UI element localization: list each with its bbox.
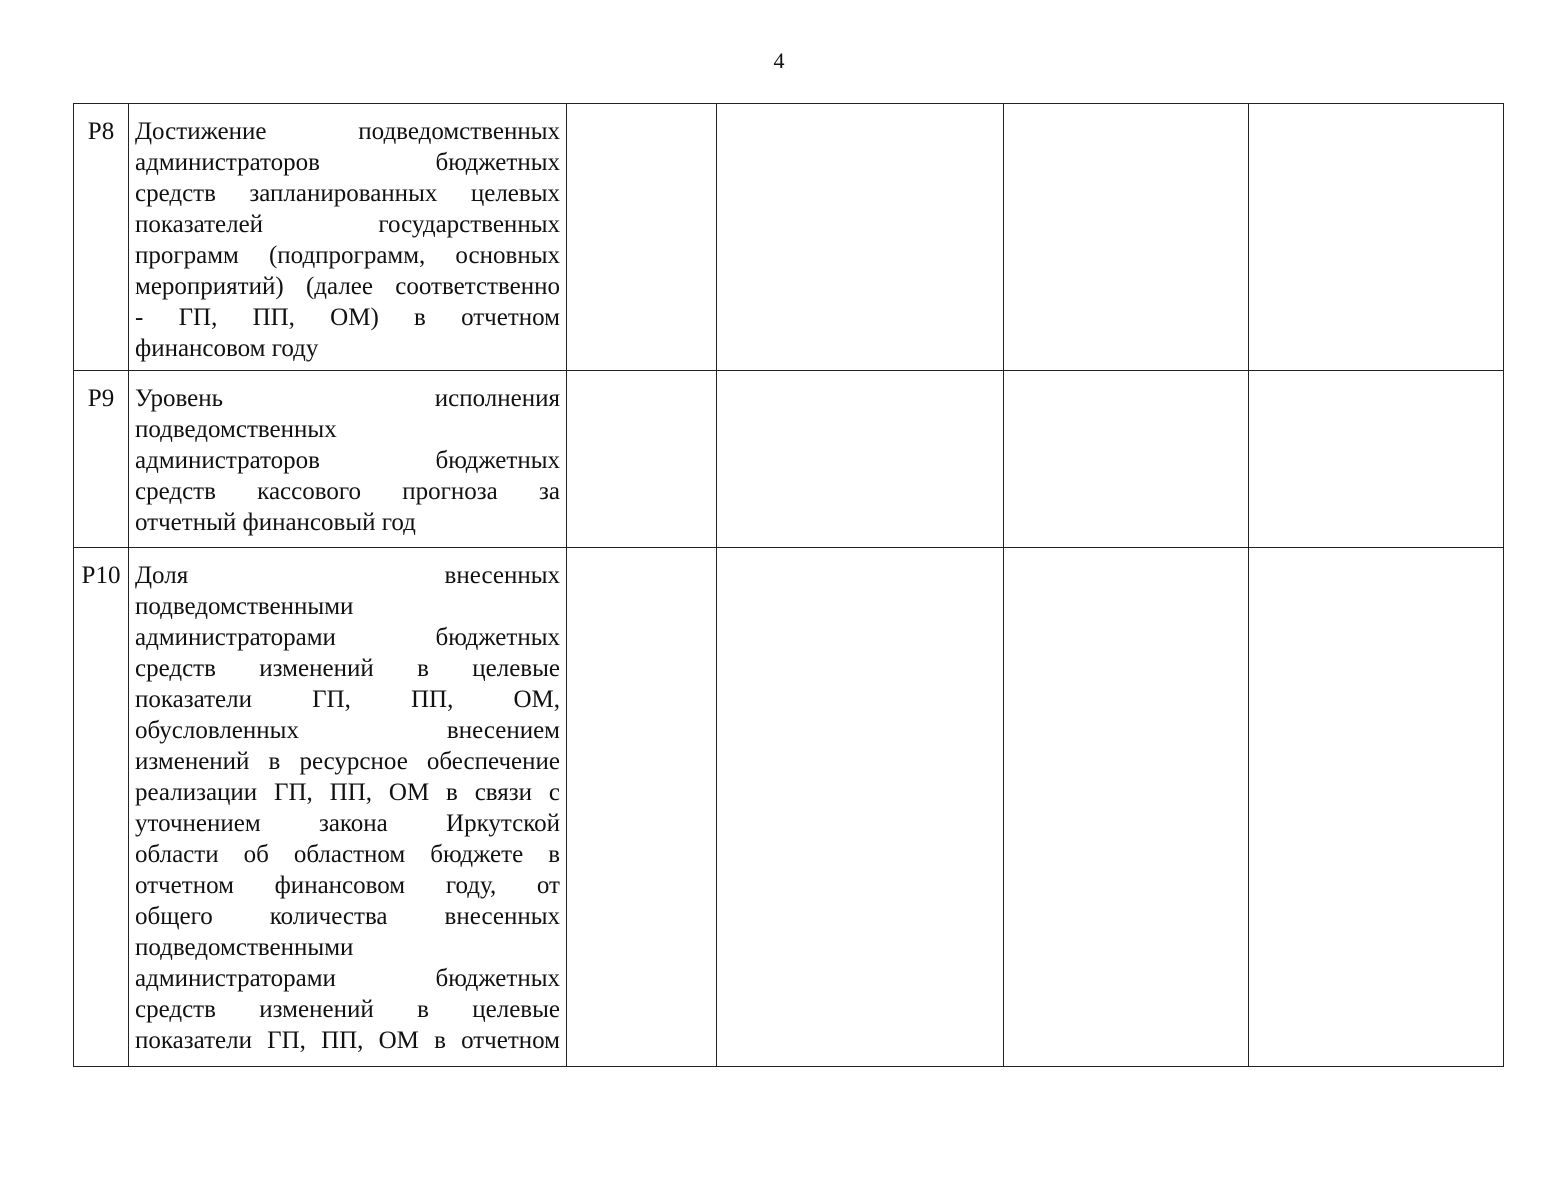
description-line: финансовом году xyxy=(135,335,319,362)
description-line: администраторов бюджетных xyxy=(135,149,560,176)
description-line: администраторами бюджетных xyxy=(135,965,560,992)
empty-cell xyxy=(1249,371,1504,548)
description-line: программ (подпрограмм, основных xyxy=(135,242,560,269)
description-line: области об областном бюджете в xyxy=(135,841,560,868)
empty-cell xyxy=(1004,104,1249,371)
description-line: обусловленных внесением xyxy=(135,717,560,744)
description-line: администраторов бюджетных xyxy=(135,447,560,474)
description-line: изменений в ресурсное обеспечение xyxy=(135,748,560,775)
description-line: подведомственными xyxy=(135,934,354,961)
empty-cell xyxy=(1004,548,1249,1067)
row-code: Р9 xyxy=(74,371,129,548)
empty-cell xyxy=(567,371,717,548)
description-line: отчетном финансовом году, от xyxy=(135,872,560,899)
empty-cell xyxy=(1004,371,1249,548)
description-line: Доля внесенных xyxy=(135,562,560,589)
page-number: 4 xyxy=(773,48,785,73)
description-line: средств изменений в целевые xyxy=(135,996,560,1023)
row-code: Р8 xyxy=(74,104,129,371)
description-line: показателей государственных xyxy=(135,211,560,238)
description-line: подведомственными xyxy=(135,593,354,620)
description-line: подведомственных xyxy=(135,416,337,443)
table-row-r9 xyxy=(74,371,1504,548)
table-row-r8 xyxy=(74,104,1504,371)
description-line: показатели ГП, ПП, ОМ, xyxy=(135,686,560,713)
description-line: мероприятий) (далее соответственно xyxy=(135,273,560,300)
description-line: отчетный финансовый год xyxy=(135,509,416,536)
row-description xyxy=(129,371,567,548)
description-line: средств запланированных целевых xyxy=(135,180,560,207)
empty-cell xyxy=(717,371,1004,548)
empty-cell xyxy=(1249,548,1504,1067)
description-line: показатели ГП, ПП, ОМ в отчетном xyxy=(135,1027,560,1054)
row-code: Р10 xyxy=(74,548,129,1067)
table-row-r10 xyxy=(74,548,1504,1067)
empty-cell xyxy=(567,548,717,1067)
description-line: Достижение подведомственных xyxy=(135,118,560,145)
description-line: администраторами бюджетных xyxy=(135,624,560,651)
description-line: Уровень исполнения xyxy=(135,385,560,412)
description-line: - ГП, ПП, ОМ) в отчетном xyxy=(135,304,560,331)
description-line: реализации ГП, ПП, ОМ в связи с xyxy=(135,779,560,806)
empty-cell xyxy=(717,104,1004,371)
description-line: средств кассового прогноза за xyxy=(135,478,560,505)
description-line: средств изменений в целевые xyxy=(135,655,560,682)
row-description xyxy=(129,104,567,371)
empty-cell xyxy=(717,548,1004,1067)
description-line: уточнением закона Иркутской xyxy=(135,810,560,837)
empty-cell xyxy=(1249,104,1504,371)
indicators-table xyxy=(73,103,1504,1067)
description-line: общего количества внесенных xyxy=(135,903,560,930)
empty-cell xyxy=(567,104,717,371)
row-description xyxy=(129,548,567,1067)
